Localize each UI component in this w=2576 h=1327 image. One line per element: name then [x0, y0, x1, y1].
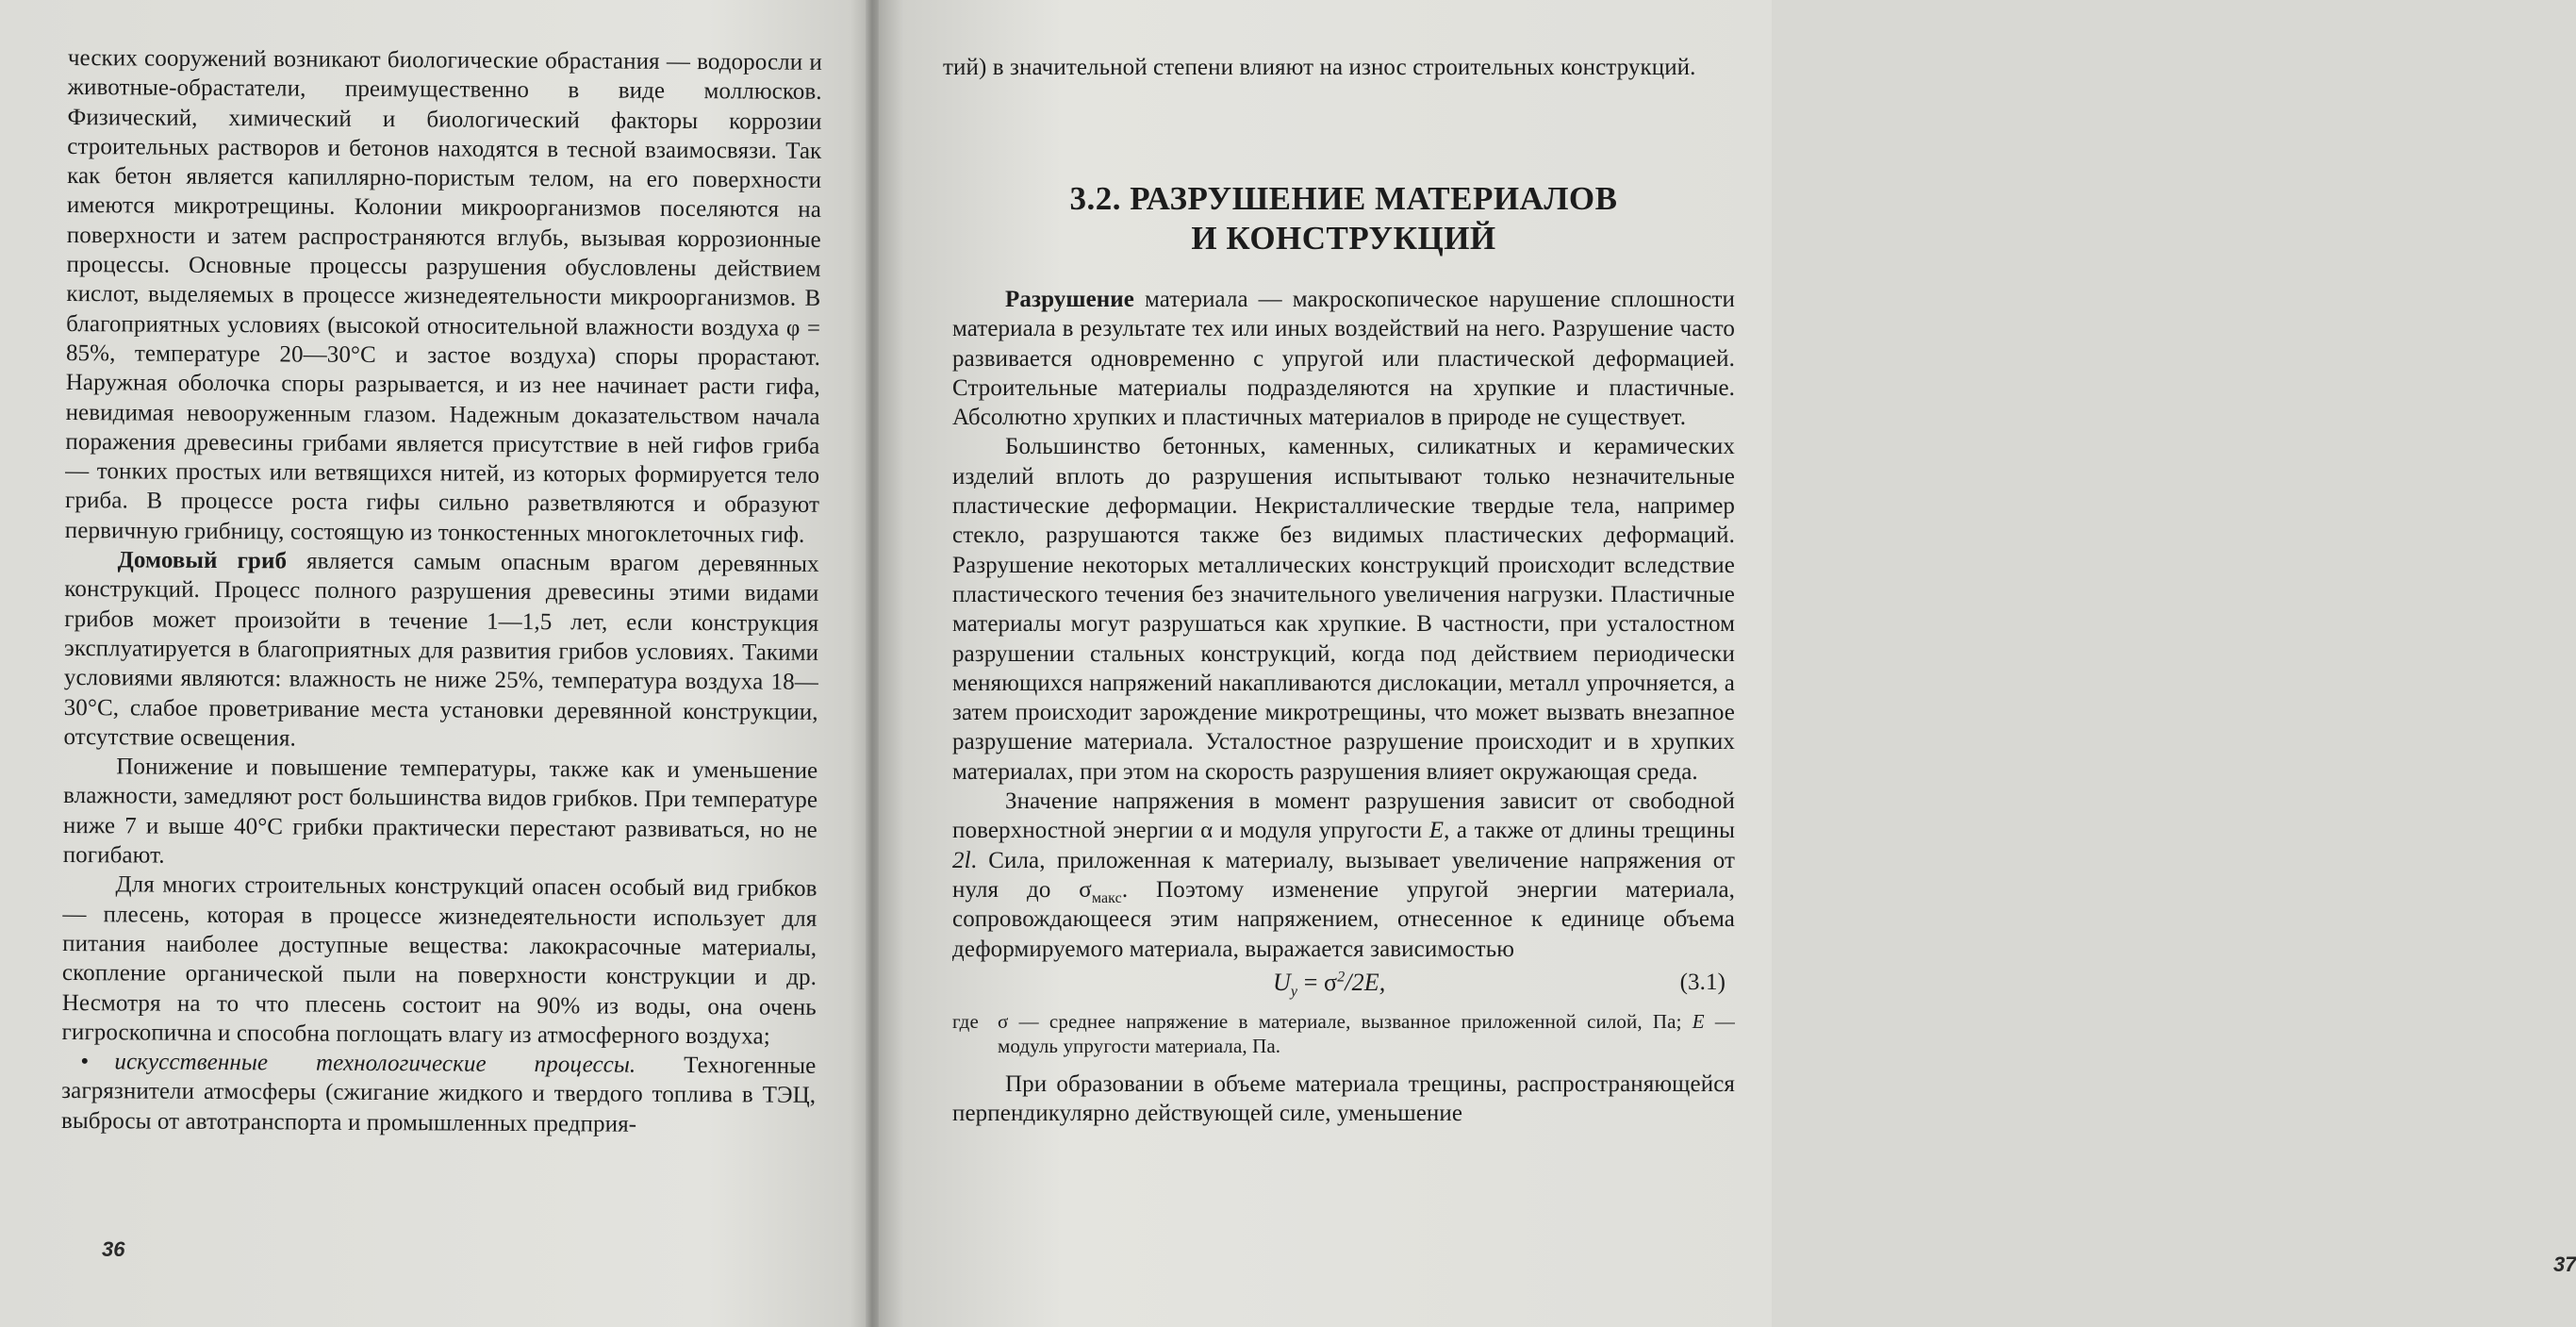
- p3-part-d: . Поэтому изменение упругой энергии материала, сопровождающееся этим напряжением, отнесенное к единице объема деформируемого материала, выражается зависимостью: [952, 876, 1735, 962]
- where-part-a: σ — среднее напряжение в материале, вызванное приложенной силой, Па;: [998, 1009, 1693, 1033]
- section-heading-line-2: И КОНСТРУКЦИЙ: [1191, 220, 1496, 257]
- right-paragraph-1: [952, 285, 1735, 432]
- page-number-left: 36: [102, 1237, 125, 1261]
- left-paragraph-2: [63, 545, 818, 756]
- section-heading: [952, 179, 1735, 258]
- p3-symbol-2l: 2l: [952, 847, 971, 873]
- where-body: [998, 1009, 1735, 1058]
- p3-part-c: . Сила, приложенная к материалу, вызывает увеличение напряжения от нуля до σ: [952, 847, 1735, 903]
- p3-part-a: Значение напряжения в момент разрушения зависит от свободной поверхностной энергии α и модуля упругости: [952, 788, 1735, 844]
- left-paragraph-2-body: является самым опасным врагом деревянных конструкций. Процесс полного разрушения древесины этими видами грибов может произойти в течение 1—1,5 лет, если конструкция эксплуатируется в благоприятных для развития грибов условиях. Такими условиями являются: влажность не ниже 25%, температура воздуха 18—30°С, слабое проветривание места установки деревянной конструкции, отсутствие освещения.: [63, 548, 819, 752]
- section-heading-line-1: 3.2. РАЗРУШЕНИЕ МАТЕРИАЛОВ: [1069, 180, 1618, 217]
- bullet-item: [61, 1047, 817, 1140]
- equation-3-1: [952, 964, 1735, 1005]
- right-paragraph-3: [952, 787, 1735, 964]
- where-definitions: [952, 1009, 1735, 1058]
- left-paragraph-3: Понижение и повышение температуры, также как и уменьшение влажности, замедляют рост большинства видов грибков. При температуре ниже 7 и выше 40°С грибки практически перестают развиваться, но не погибают.: [62, 754, 818, 869]
- p3-subscript-maks: макс: [1091, 889, 1122, 906]
- eq-U: U: [1273, 968, 1291, 996]
- left-page: [0, 0, 867, 1327]
- right-paragraph-1-body: материала — макроскопическое нарушение сплошности материала в результате тех или иных воздействий на него. Разрушение часто развивается одновременно с упругой или пластической деформацией. Строительные материалы подразделяются на хрупкие и пластичные. Абсолютно хрупких и пластичных материалов в природе не существует.: [952, 287, 1735, 431]
- left-paragraph-1: ческих сооружений возникают биологические обрастания — водоросли и животные-обрастатели, преимущественно в виде моллюсков. Физический, химический и биологический факторы коррозии строительных растворов и бетонов находятся в тесной взаимосвязи. Так как бетон является капиллярно-пористым телом, на его поверхности имеются микротрещины. Колонии микроорганизмов поселяются на поверхности и затем распространяются вглубь, вызывая коррозионные процессы. Основные процессы разрушения обусловлены действием кислот, выделяемых в процессе жизнедеятельности микроорганизмов. В благоприятных условиях (высокой относительной влажности воздуха φ = 85%, температуре 20—30°С и застое воздуха) споры прорастают. Наружная оболочка споры разрывается, и из нее начинает расти гифа, невидимая невооруженным глазом. Надежным доказательством начала поражения древесины грибами является присутствие в ней гифов гриба — тонких простых или ветвящихся нитей, из которых формируется тело гриба. В процессе роста гифы сильно разветвляются и образуют первичную грибницу, состоящую из тонкостенных многоклеточных гиф.: [64, 44, 822, 548]
- eq-U-subscript: у: [1290, 984, 1298, 1001]
- where-label: где: [952, 1009, 979, 1033]
- right-page-text: [952, 285, 1735, 1128]
- term-razrushenie: Разрушение: [1005, 287, 1134, 312]
- equation-number: (3.1): [1679, 969, 1726, 995]
- term-domovy-grib: Домовый гриб: [117, 547, 288, 574]
- page-number-right: 37: [2553, 1252, 2576, 1276]
- p3-part-b: , а также от длины трещины: [1444, 818, 1736, 844]
- bullet-body: Техногенные загрязнители атмосферы (сжигание жидкого и твердого топлива в ТЭЦ, выбросы от автотранспорта и промышленных предприя-: [60, 1052, 817, 1137]
- left-paragraph-4: Для многих строительных конструкций опасен особый вид грибков — плесень, которая в процессе жизнедеятельности использует для питания наиболее доступные вещества: лакокрасочные материалы, скопление органической пыли на поверхности конструкции и др. Несмотря на то что плесень состоит на 90% из воды, она очень гигроскопична и способна поглощать влагу из атмосферного воздуха;: [61, 871, 817, 1050]
- right-paragraph-4: При образовании в объеме материала трещины, распространяющейся перпендикулярно действующей силе, уменьшение: [952, 1070, 1735, 1127]
- right-continuation-text: тий) в значительной степени влияют на износ строительных конструкций.: [943, 55, 1696, 80]
- right-paragraph-2: Большинство бетонных, каменных, силикатных и керамических изделий вплоть до разрушения испытывают только незначительные пластические деформации. Некристаллические твердые тела, например стекло, разрушаются также без видимых пластических деформаций. Разрушение некоторых металлических конструкций происходит вследствие пластического течения без значительного увеличения нагрузки. Пластичные материалы могут разрушаться как хрупкие. В частности, при усталостном разрушении стальных конструкций, когда под действием периодически меняющихся напряжений накапливаются дислокации, металл упрочняется, а затем происходит зарождение микротрещины, что может вызвать внезапное разрушение материала. Усталостное разрушение происходит и в хрупких материалах, при этом на скорость разрушения влияет окружающая среда.: [952, 434, 1735, 785]
- eq-sigma-exponent: 2: [1337, 969, 1346, 986]
- bullet-marker: •: [80, 1049, 90, 1075]
- left-page-text: [61, 43, 822, 1140]
- right-continuation: [943, 53, 1735, 82]
- right-page: [877, 0, 2576, 1327]
- p3-symbol-E: E: [1428, 818, 1445, 844]
- eq-tail: /2E,: [1345, 968, 1386, 996]
- equation-body: [1273, 968, 1386, 1001]
- where-symbol-E: E: [1692, 1009, 1705, 1033]
- where-part-b: — модуль упругости материала, Па.: [998, 1009, 1735, 1057]
- bullet-italic-term: искусственные технологические процессы.: [114, 1049, 636, 1078]
- eq-equals-sigma: = σ: [1297, 968, 1338, 996]
